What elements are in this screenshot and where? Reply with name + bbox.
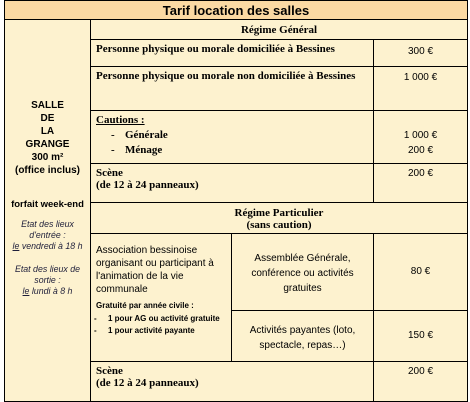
caution-generale: - Générale [125, 128, 368, 143]
regime-general-header: Régime Général [90, 19, 468, 40]
regime-particulier-header: Régime Particulier (sans caution) [90, 202, 468, 234]
row-non-domicilie-label: Personne physique ou morale non domiciliée à Bessines [90, 66, 374, 111]
caution-menage: - Ménage [125, 143, 368, 158]
activite-gratuite-label: Assemblée Générale, conférence ou activités gratuites [231, 233, 374, 311]
cautions-cell: Cautions : - Générale - Ménage [90, 110, 374, 164]
page-title: Tarif location des salles [4, 0, 468, 20]
salle-info-panel [4, 19, 91, 402]
salle-office: (office inclus) [14, 165, 80, 176]
salle-surface: 300 m² [31, 152, 64, 163]
scene-particulier-cell: Scène (de 12 à 24 panneaux) [90, 361, 374, 402]
cautions-prices: 1 000 € 200 € [373, 110, 468, 164]
forfait-label: forfait week-end [11, 199, 84, 210]
association-cell: Association bessinoise organisant ou participant à l'animation de la vie communale Gratuité par année civile : - 1 pour AG ou activité gratuite - 1 pour activité payante [90, 233, 232, 362]
activite-payante-label: Activités payantes (loto, spectacle, repas…) [231, 310, 374, 362]
activite-gratuite-price: 80 € [373, 233, 468, 311]
row-domicilie-label: Personne physique ou morale domiciliée à Bessines [90, 39, 374, 67]
activite-payante-price: 150 € [373, 310, 468, 362]
etat-sortie: Etat des lieux de sortie : le lundi à 8 h [14, 264, 81, 296]
salle-name: SALLE DE LA GRANGE 300 m² (office inclus) [5, 99, 90, 177]
scene-particulier-price: 200 € [373, 361, 468, 402]
row-domicilie-price: 300 € [373, 39, 468, 67]
scene-general-price: 200 € [373, 163, 468, 203]
etat-entree: Etat des lieux d'entrée : le vendredi à 18 h [12, 219, 83, 251]
scene-general-cell: Scène (de 12 à 24 panneaux) [90, 163, 374, 203]
row-non-domicilie-price: 1 000 € [373, 66, 468, 111]
